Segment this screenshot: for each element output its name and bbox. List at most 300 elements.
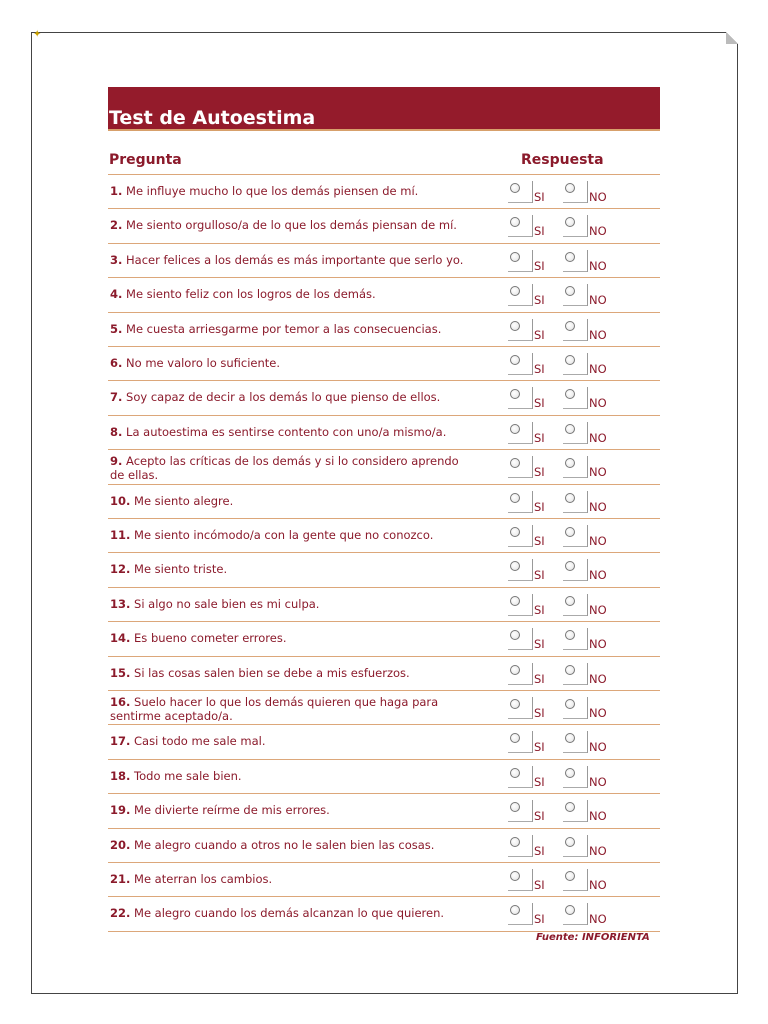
- question-text: [110, 390, 465, 404]
- option-si[interactable]: [508, 835, 552, 859]
- option-si[interactable]: [508, 353, 552, 377]
- radio-button[interactable]: [510, 699, 520, 709]
- answer-separator: [532, 766, 533, 788]
- answer-underline: [563, 684, 587, 685]
- question-row: [108, 209, 660, 243]
- radio-button[interactable]: [565, 183, 575, 193]
- radio-button[interactable]: [565, 596, 575, 606]
- option-si[interactable]: [508, 731, 552, 755]
- source-note: Fuente: INFORIENTA: [536, 932, 650, 943]
- option-si[interactable]: [508, 525, 552, 549]
- question-text: [110, 184, 465, 198]
- question-label: Me alegro cuando a otros no le salen bien las cosas.: [134, 837, 435, 852]
- radio-button[interactable]: [565, 493, 575, 503]
- question-number: 11.: [110, 528, 131, 542]
- radio-button[interactable]: [565, 802, 575, 812]
- answer-underline: [563, 443, 587, 444]
- option-si[interactable]: [508, 903, 552, 927]
- answer-underline: [563, 580, 587, 581]
- answer-label: NO: [589, 602, 607, 617]
- option-si[interactable]: [508, 594, 552, 618]
- answer-label: SI: [534, 912, 545, 927]
- question-text: [110, 356, 465, 370]
- page-title: Test de Autoestima: [109, 107, 316, 129]
- question-text: [110, 425, 465, 439]
- question-number: 3.: [110, 252, 123, 267]
- radio-button[interactable]: [565, 355, 575, 365]
- question-text: [110, 906, 465, 920]
- title-banner: [108, 87, 660, 131]
- answer-label: NO: [589, 430, 607, 445]
- answer-underline: [508, 649, 532, 650]
- answer-label: SI: [534, 430, 545, 445]
- option-no[interactable]: [563, 628, 607, 652]
- answer-underline: [563, 374, 587, 375]
- option-no[interactable]: [563, 559, 607, 583]
- option-si[interactable]: [508, 215, 552, 239]
- option-si[interactable]: [508, 387, 552, 411]
- answer-separator: [587, 491, 588, 513]
- radio-button[interactable]: [510, 424, 520, 434]
- option-si[interactable]: [508, 422, 552, 446]
- radio-button[interactable]: [510, 183, 520, 193]
- question-row: [108, 691, 660, 725]
- answer-underline: [563, 615, 587, 616]
- answer-separator: [587, 628, 588, 650]
- option-no[interactable]: [563, 525, 607, 549]
- question-label: Me siento incómodo/a con la gente que no conozco.: [134, 528, 434, 542]
- question-number: 13.: [110, 596, 131, 611]
- answer-separator: [532, 869, 533, 891]
- radio-button[interactable]: [565, 768, 575, 778]
- answer-label: NO: [589, 362, 607, 376]
- answer-underline: [563, 477, 587, 478]
- radio-button[interactable]: [565, 699, 575, 709]
- answer-underline: [563, 856, 587, 857]
- radio-button[interactable]: [510, 630, 520, 640]
- answer-underline: [508, 202, 532, 203]
- question-text: [110, 872, 465, 886]
- answer-label: NO: [589, 637, 607, 652]
- question-text: [110, 253, 465, 267]
- option-no[interactable]: [563, 491, 607, 515]
- answer-underline: [508, 856, 532, 857]
- answer-underline: [563, 649, 587, 650]
- option-no[interactable]: [563, 387, 607, 411]
- answer-label: NO: [589, 809, 607, 824]
- answer-separator: [587, 869, 588, 891]
- answer-underline: [508, 684, 532, 685]
- answer-underline: [563, 787, 587, 788]
- answer-separator: [532, 491, 533, 513]
- question-text: [110, 494, 465, 508]
- column-header-answer: Respuesta: [521, 152, 604, 168]
- radio-button[interactable]: [510, 905, 520, 915]
- answer-underline: [508, 580, 532, 581]
- answer-label: SI: [534, 293, 545, 308]
- answer-separator: [587, 559, 588, 581]
- option-no[interactable]: [563, 215, 607, 239]
- answer-separator: [532, 800, 533, 822]
- answer-separator: [532, 319, 533, 341]
- answer-label: NO: [589, 258, 607, 273]
- answer-separator: [587, 835, 588, 857]
- question-row: [108, 485, 660, 519]
- question-label: Me divierte reírme de mis errores.: [134, 803, 330, 818]
- answer-separator: [587, 766, 588, 788]
- answer-underline: [563, 271, 587, 272]
- answer-label: SI: [534, 740, 545, 755]
- radio-button[interactable]: [510, 733, 520, 743]
- question-text: [110, 631, 465, 645]
- question-number: 5.: [110, 321, 123, 336]
- question-number: 15.: [110, 665, 131, 680]
- answer-underline: [563, 924, 587, 925]
- question-row: [108, 794, 660, 828]
- answer-separator: [532, 250, 533, 272]
- answer-underline: [563, 305, 587, 306]
- question-text: [110, 734, 465, 748]
- radio-button[interactable]: [565, 389, 575, 399]
- radio-button[interactable]: [510, 871, 520, 881]
- answer-underline: [563, 236, 587, 237]
- answer-label: NO: [589, 293, 607, 308]
- option-no[interactable]: [563, 319, 607, 343]
- answer-separator: [587, 387, 588, 409]
- answer-label: SI: [534, 465, 545, 480]
- question-number: 18.: [110, 768, 131, 783]
- radio-button[interactable]: [510, 389, 520, 399]
- option-si[interactable]: [508, 491, 552, 515]
- radio-button[interactable]: [565, 321, 575, 331]
- question-number: 2.: [110, 218, 123, 233]
- answer-underline: [508, 512, 532, 513]
- question-text: [110, 695, 465, 723]
- radio-button[interactable]: [565, 252, 575, 262]
- option-si[interactable]: [508, 250, 552, 274]
- option-si[interactable]: [508, 628, 552, 652]
- radio-button[interactable]: [510, 768, 520, 778]
- question-text: [110, 838, 465, 852]
- answer-label: SI: [534, 362, 545, 376]
- answer-underline: [508, 340, 532, 341]
- answer-label: NO: [589, 190, 607, 204]
- question-text: [110, 597, 465, 611]
- question-text: [110, 322, 465, 336]
- answer-underline: [508, 615, 532, 616]
- answer-label: SI: [534, 706, 545, 720]
- answer-separator: [532, 559, 533, 581]
- answer-separator: [532, 697, 533, 719]
- answer-separator: [532, 353, 533, 375]
- question-row: [108, 760, 660, 794]
- answer-underline: [508, 890, 532, 891]
- question-label: No me valoro lo suficiente.: [126, 356, 281, 370]
- radio-button[interactable]: [510, 252, 520, 262]
- answer-underline: [563, 340, 587, 341]
- option-no[interactable]: [563, 422, 607, 446]
- radio-button[interactable]: [565, 630, 575, 640]
- question-label: Me siento alegre.: [134, 493, 234, 508]
- question-text: [110, 454, 465, 482]
- option-no[interactable]: [563, 353, 607, 377]
- radio-button[interactable]: [565, 424, 575, 434]
- answer-underline: [508, 374, 532, 375]
- question-number: 12.: [110, 562, 131, 577]
- option-no[interactable]: [563, 697, 607, 721]
- answer-label: SI: [534, 843, 545, 858]
- answer-underline: [508, 924, 532, 925]
- question-label: Me aterran los cambios.: [134, 872, 273, 886]
- answer-label: NO: [589, 568, 607, 583]
- option-si[interactable]: [508, 869, 552, 893]
- question-number: 14.: [110, 631, 131, 646]
- question-number: 9.: [110, 454, 123, 469]
- answer-label: NO: [589, 534, 607, 548]
- answer-label: SI: [534, 671, 545, 686]
- answer-underline: [508, 236, 532, 237]
- question-number: 10.: [110, 493, 131, 508]
- answer-label: SI: [534, 568, 545, 583]
- answer-label: NO: [589, 843, 607, 858]
- option-si[interactable]: [508, 800, 552, 824]
- question-row: [108, 347, 660, 381]
- column-header-question: Pregunta: [109, 152, 182, 168]
- answer-label: SI: [534, 396, 545, 411]
- question-label: Me alegro cuando los demás alcanzan lo que quieren.: [134, 906, 445, 921]
- answer-label: SI: [534, 534, 545, 548]
- question-label: Si las cosas salen bien se debe a mis esfuerzos.: [134, 665, 410, 680]
- answer-separator: [532, 835, 533, 857]
- question-number: 6.: [110, 356, 123, 370]
- question-label: Hacer felices a los demás es más importante que serlo yo.: [126, 252, 464, 267]
- answer-label: NO: [589, 465, 607, 480]
- answer-label: SI: [534, 878, 545, 892]
- answer-label: SI: [534, 774, 545, 789]
- answer-separator: [587, 697, 588, 719]
- radio-button[interactable]: [565, 217, 575, 227]
- answer-underline: [508, 477, 532, 478]
- question-row: [108, 553, 660, 587]
- option-no[interactable]: [563, 903, 607, 927]
- question-text: [110, 528, 465, 542]
- answer-label: SI: [534, 602, 545, 617]
- radio-button[interactable]: [510, 665, 520, 675]
- question-number: 4.: [110, 287, 123, 302]
- answer-separator: [587, 663, 588, 685]
- answer-underline: [563, 512, 587, 513]
- answer-separator: [587, 594, 588, 616]
- answer-label: SI: [534, 258, 545, 273]
- radio-button[interactable]: [565, 286, 575, 296]
- radio-button[interactable]: [510, 596, 520, 606]
- pin-icon: ✦: [33, 29, 42, 40]
- question-label: Si algo no sale bien es mi culpa.: [134, 596, 320, 611]
- question-row: [108, 381, 660, 415]
- question-text: [110, 803, 465, 817]
- question-text: [110, 769, 465, 783]
- option-no[interactable]: [563, 869, 607, 893]
- option-no[interactable]: [563, 766, 607, 790]
- question-row: [108, 829, 660, 863]
- radio-button[interactable]: [565, 733, 575, 743]
- radio-button[interactable]: [510, 458, 520, 468]
- answer-label: NO: [589, 912, 607, 927]
- answer-label: NO: [589, 396, 607, 411]
- question-row: [108, 897, 660, 931]
- answer-separator: [532, 903, 533, 925]
- question-row: [108, 622, 660, 656]
- question-label: Suelo hacer lo que los demás quieren que haga para sentirme aceptado/a.: [110, 695, 439, 723]
- answer-separator: [532, 731, 533, 753]
- question-number: 19.: [110, 803, 131, 818]
- answer-underline: [563, 546, 587, 547]
- answer-label: NO: [589, 774, 607, 789]
- question-label: Me siento orgulloso/a de lo que los demás piensan de mí.: [126, 218, 457, 233]
- option-si[interactable]: [508, 663, 552, 687]
- option-si[interactable]: [508, 697, 552, 721]
- answer-separator: [532, 215, 533, 237]
- option-no[interactable]: [563, 835, 607, 859]
- option-si[interactable]: [508, 181, 552, 205]
- answer-underline: [508, 305, 532, 306]
- answer-separator: [532, 387, 533, 409]
- answer-label: NO: [589, 878, 607, 892]
- question-number: 1.: [110, 184, 123, 198]
- option-no[interactable]: [563, 250, 607, 274]
- radio-button[interactable]: [565, 527, 575, 537]
- question-number: 17.: [110, 734, 131, 749]
- option-no[interactable]: [563, 456, 607, 480]
- question-label: Me siento feliz con los logros de los demás.: [126, 287, 376, 302]
- answer-separator: [532, 628, 533, 650]
- answer-label: SI: [534, 224, 545, 239]
- answer-separator: [532, 284, 533, 306]
- radio-button[interactable]: [565, 561, 575, 571]
- answer-underline: [508, 271, 532, 272]
- question-row: [108, 657, 660, 691]
- question-label: Todo me sale bien.: [134, 768, 242, 783]
- radio-button[interactable]: [565, 665, 575, 675]
- answer-underline: [508, 443, 532, 444]
- question-text: [110, 666, 465, 680]
- radio-button[interactable]: [510, 527, 520, 537]
- question-row: [108, 175, 660, 209]
- radio-button[interactable]: [510, 837, 520, 847]
- answer-underline: [508, 821, 532, 822]
- option-no[interactable]: [563, 731, 607, 755]
- question-label: Soy capaz de decir a los demás lo que pienso de ellos.: [126, 390, 441, 405]
- option-si[interactable]: [508, 319, 552, 343]
- radio-button[interactable]: [565, 837, 575, 847]
- question-label: Es bueno cometer errores.: [134, 631, 287, 646]
- answer-separator: [587, 319, 588, 341]
- answer-separator: [532, 525, 533, 547]
- option-no[interactable]: [563, 800, 607, 824]
- answer-separator: [587, 353, 588, 375]
- option-si[interactable]: [508, 766, 552, 790]
- answer-separator: [587, 250, 588, 272]
- answer-underline: [563, 752, 587, 753]
- answer-label: NO: [589, 706, 607, 720]
- question-label: Me cuesta arriesgarme por temor a las consecuencias.: [126, 321, 442, 336]
- answer-underline: [508, 718, 532, 719]
- answer-separator: [587, 456, 588, 478]
- radio-button[interactable]: [510, 802, 520, 812]
- radio-button[interactable]: [565, 905, 575, 915]
- answer-separator: [587, 903, 588, 925]
- question-row: [108, 416, 660, 450]
- question-number: 16.: [110, 695, 131, 709]
- answer-separator: [587, 525, 588, 547]
- answer-underline: [563, 890, 587, 891]
- question-text: [110, 562, 465, 576]
- option-si[interactable]: [508, 456, 552, 480]
- answer-underline: [508, 408, 532, 409]
- radio-button[interactable]: [510, 561, 520, 571]
- answer-label: NO: [589, 499, 607, 514]
- answer-label: NO: [589, 327, 607, 342]
- question-row: [108, 519, 660, 553]
- answer-separator: [587, 800, 588, 822]
- answer-separator: [532, 181, 533, 203]
- question-label: Acepto las críticas de los demás y si lo considero aprendo de ellas.: [110, 454, 459, 483]
- question-label: Me influye mucho lo que los demás piensen de mí.: [126, 184, 419, 198]
- option-si[interactable]: [508, 284, 552, 308]
- question-label: Casi todo me sale mal.: [134, 734, 266, 749]
- answer-underline: [563, 718, 587, 719]
- answer-separator: [532, 456, 533, 478]
- radio-button[interactable]: [510, 355, 520, 365]
- answer-separator: [587, 284, 588, 306]
- radio-button[interactable]: [565, 871, 575, 881]
- answer-label: NO: [589, 224, 607, 239]
- answer-underline: [508, 787, 532, 788]
- answer-underline: [563, 821, 587, 822]
- option-no[interactable]: [563, 181, 607, 205]
- option-no[interactable]: [563, 284, 607, 308]
- radio-button[interactable]: [510, 493, 520, 503]
- answer-underline: [508, 752, 532, 753]
- answer-label: SI: [534, 499, 545, 514]
- option-si[interactable]: [508, 559, 552, 583]
- answer-separator: [587, 215, 588, 237]
- question-row: [108, 725, 660, 759]
- answer-separator: [532, 422, 533, 444]
- option-no[interactable]: [563, 663, 607, 687]
- radio-button[interactable]: [510, 321, 520, 331]
- answer-label: SI: [534, 190, 545, 204]
- question-row: [108, 588, 660, 622]
- answer-separator: [587, 422, 588, 444]
- option-no[interactable]: [563, 594, 607, 618]
- radio-button[interactable]: [565, 458, 575, 468]
- answer-label: SI: [534, 637, 545, 652]
- question-label: La autoestima es sentirse contento con uno/a mismo/a.: [126, 424, 447, 439]
- question-row: [108, 244, 660, 278]
- answer-label: SI: [534, 327, 545, 342]
- answer-label: SI: [534, 809, 545, 824]
- answer-underline: [563, 202, 587, 203]
- radio-button[interactable]: [510, 217, 520, 227]
- radio-button[interactable]: [510, 286, 520, 296]
- answer-separator: [587, 181, 588, 203]
- question-number: 7.: [110, 390, 123, 405]
- question-row: [108, 450, 660, 484]
- answer-separator: [587, 731, 588, 753]
- answer-separator: [532, 594, 533, 616]
- question-number: 21.: [110, 872, 131, 886]
